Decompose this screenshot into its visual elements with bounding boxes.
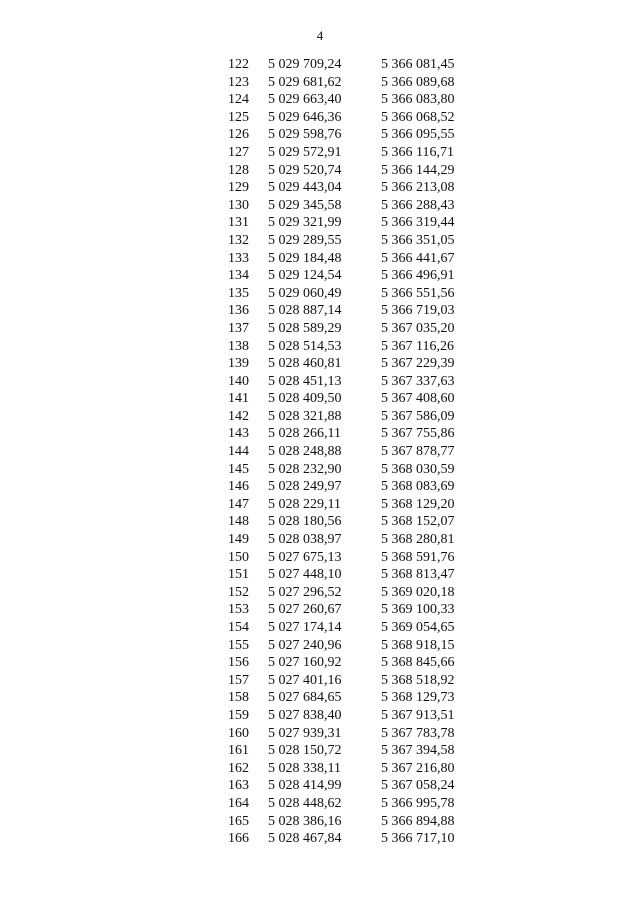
point-number-cell: 136 xyxy=(228,303,249,319)
x-coordinate-cell: 5 027 296,52 xyxy=(268,584,342,600)
table-row xyxy=(228,179,455,197)
table-row xyxy=(228,250,455,268)
y-coordinate-cell: 5 366 089,68 xyxy=(381,74,455,90)
y-coordinate-cell: 5 368 083,69 xyxy=(381,479,455,495)
point-number-cell: 135 xyxy=(228,285,249,301)
x-coordinate-cell: 5 029 443,04 xyxy=(268,180,342,196)
y-coordinate-cell: 5 368 918,15 xyxy=(381,637,455,653)
table-row xyxy=(228,443,455,461)
table-row xyxy=(228,74,455,92)
table-row xyxy=(228,56,455,74)
x-coordinate-cell: 5 028 180,56 xyxy=(268,514,342,530)
point-number-cell: 143 xyxy=(228,426,249,442)
x-coordinate-cell: 5 029 646,36 xyxy=(268,109,342,125)
y-coordinate-cell: 5 367 035,20 xyxy=(381,320,455,336)
x-coordinate-cell: 5 028 321,88 xyxy=(268,408,342,424)
point-number-cell: 131 xyxy=(228,215,249,231)
table-row xyxy=(228,601,455,619)
table-row xyxy=(228,373,455,391)
x-coordinate-cell: 5 028 248,88 xyxy=(268,444,342,460)
table-row xyxy=(228,531,455,549)
point-number-cell: 124 xyxy=(228,92,249,108)
x-coordinate-cell: 5 029 345,58 xyxy=(268,197,342,213)
x-coordinate-cell: 5 029 060,49 xyxy=(268,285,342,301)
y-coordinate-cell: 5 367 216,80 xyxy=(381,760,455,776)
table-row xyxy=(228,232,455,250)
table-row xyxy=(228,619,455,637)
y-coordinate-cell: 5 366 319,44 xyxy=(381,215,455,231)
x-coordinate-cell: 5 029 663,40 xyxy=(268,92,342,108)
y-coordinate-cell: 5 367 394,58 xyxy=(381,743,455,759)
point-number-cell: 123 xyxy=(228,74,249,90)
y-coordinate-cell: 5 368 152,07 xyxy=(381,514,455,530)
table-row xyxy=(228,285,455,303)
table-row xyxy=(228,461,455,479)
point-number-cell: 147 xyxy=(228,496,249,512)
y-coordinate-cell: 5 366 551,56 xyxy=(381,285,455,301)
table-row xyxy=(228,126,455,144)
x-coordinate-cell: 5 028 338,11 xyxy=(268,760,341,776)
x-coordinate-cell: 5 029 681,62 xyxy=(268,74,342,90)
point-number-cell: 152 xyxy=(228,584,249,600)
table-row xyxy=(228,478,455,496)
point-number-cell: 154 xyxy=(228,620,249,635)
table-row xyxy=(228,408,455,426)
point-number-cell: 139 xyxy=(228,356,249,372)
y-coordinate-cell: 5 366 894,88 xyxy=(381,813,455,829)
table-row xyxy=(228,302,455,320)
table-row xyxy=(228,760,455,778)
point-number-cell: 156 xyxy=(228,655,249,671)
table-row xyxy=(228,584,455,602)
point-number-cell: 161 xyxy=(228,743,249,759)
point-number-cell: 163 xyxy=(228,778,249,794)
y-coordinate-cell: 5 366 717,10 xyxy=(381,831,455,847)
x-coordinate-cell: 5 029 709,24 xyxy=(268,57,342,72)
point-number-cell: 158 xyxy=(228,690,249,706)
x-coordinate-cell: 5 027 675,13 xyxy=(268,549,342,565)
point-number-cell: 142 xyxy=(228,408,249,424)
x-coordinate-cell: 5 028 229,11 xyxy=(268,496,341,512)
y-coordinate-cell: 5 367 229,39 xyxy=(381,356,455,372)
y-coordinate-cell: 5 367 783,78 xyxy=(381,725,455,741)
y-coordinate-cell: 5 368 591,76 xyxy=(381,549,455,565)
x-coordinate-cell: 5 028 460,81 xyxy=(268,356,342,372)
x-coordinate-cell: 5 028 467,84 xyxy=(268,831,342,847)
y-coordinate-cell: 5 367 058,24 xyxy=(381,778,455,794)
table-row xyxy=(228,549,455,567)
table-row xyxy=(228,109,455,127)
y-coordinate-cell: 5 368 280,81 xyxy=(381,532,455,548)
y-coordinate-cell: 5 369 054,65 xyxy=(381,620,455,635)
point-number-cell: 159 xyxy=(228,707,249,723)
point-number-cell: 132 xyxy=(228,232,249,248)
x-coordinate-cell: 5 027 174,14 xyxy=(268,620,342,635)
x-coordinate-cell: 5 027 838,40 xyxy=(268,707,342,723)
x-coordinate-cell: 5 029 572,91 xyxy=(268,144,342,160)
y-coordinate-cell: 5 367 755,86 xyxy=(381,426,455,442)
point-number-cell: 164 xyxy=(228,795,249,811)
x-coordinate-cell: 5 028 451,13 xyxy=(268,373,342,389)
point-number-cell: 162 xyxy=(228,760,249,776)
point-number-cell: 150 xyxy=(228,549,249,565)
x-coordinate-cell: 5 029 598,76 xyxy=(268,127,342,143)
y-coordinate-cell: 5 369 100,33 xyxy=(381,602,455,618)
table-row xyxy=(228,795,455,813)
x-coordinate-cell: 5 029 520,74 xyxy=(268,162,342,178)
table-row xyxy=(228,672,455,690)
table-row xyxy=(228,496,455,514)
y-coordinate-cell: 5 366 083,80 xyxy=(381,92,455,108)
table-row xyxy=(228,355,455,373)
y-coordinate-cell: 5 368 129,73 xyxy=(381,690,455,706)
x-coordinate-cell: 5 027 160,92 xyxy=(268,655,342,671)
table-row xyxy=(228,214,455,232)
x-coordinate-cell: 5 028 409,50 xyxy=(268,391,342,407)
point-number-cell: 165 xyxy=(228,813,249,829)
point-number-cell: 155 xyxy=(228,637,249,653)
point-number-cell: 127 xyxy=(228,144,249,160)
x-coordinate-cell: 5 027 939,31 xyxy=(268,725,342,741)
point-number-cell: 149 xyxy=(228,532,249,548)
x-coordinate-cell: 5 028 038,97 xyxy=(268,532,342,548)
point-number-cell: 133 xyxy=(228,250,249,266)
x-coordinate-cell: 5 027 448,10 xyxy=(268,567,342,583)
table-row xyxy=(228,91,455,109)
table-row xyxy=(228,689,455,707)
table-row xyxy=(228,144,455,162)
table-row xyxy=(228,338,455,356)
point-number-cell: 153 xyxy=(228,602,249,618)
y-coordinate-cell: 5 366 719,03 xyxy=(381,303,455,319)
table-row xyxy=(228,830,455,848)
point-number-cell: 128 xyxy=(228,162,249,178)
y-coordinate-cell: 5 366 068,52 xyxy=(381,109,455,125)
y-coordinate-cell: 5 369 020,18 xyxy=(381,584,455,600)
table-row xyxy=(228,654,455,672)
table-row xyxy=(228,425,455,443)
y-coordinate-cell: 5 366 351,05 xyxy=(381,232,455,248)
x-coordinate-cell: 5 028 589,29 xyxy=(268,320,342,336)
point-number-cell: 166 xyxy=(228,831,249,847)
point-number-cell: 129 xyxy=(228,180,249,196)
y-coordinate-cell: 5 367 878,77 xyxy=(381,444,455,460)
x-coordinate-cell: 5 027 260,67 xyxy=(268,602,342,618)
y-coordinate-cell: 5 367 408,60 xyxy=(381,391,455,407)
x-coordinate-cell: 5 028 514,53 xyxy=(268,338,342,354)
x-coordinate-cell: 5 028 414,99 xyxy=(268,778,342,794)
y-coordinate-cell: 5 366 288,43 xyxy=(381,197,455,213)
point-number-cell: 148 xyxy=(228,514,249,530)
point-number-cell: 141 xyxy=(228,391,249,407)
y-coordinate-cell: 5 368 518,92 xyxy=(381,672,455,688)
point-number-cell: 125 xyxy=(228,109,249,125)
table-row xyxy=(228,707,455,725)
table-row xyxy=(228,267,455,285)
table-row xyxy=(228,162,455,180)
table-row xyxy=(228,725,455,743)
y-coordinate-cell: 5 368 845,66 xyxy=(381,655,455,671)
table-row xyxy=(228,390,455,408)
x-coordinate-cell: 5 028 150,72 xyxy=(268,743,342,759)
x-coordinate-cell: 5 028 386,16 xyxy=(268,813,342,829)
y-coordinate-cell: 5 367 337,63 xyxy=(381,373,455,389)
coordinates-table xyxy=(228,56,455,848)
table-row xyxy=(228,813,455,831)
x-coordinate-cell: 5 028 249,97 xyxy=(268,479,342,495)
point-number-cell: 157 xyxy=(228,672,249,688)
point-number-cell: 146 xyxy=(228,479,249,495)
point-number-cell: 122 xyxy=(228,57,249,72)
y-coordinate-cell: 5 367 913,51 xyxy=(381,707,455,723)
point-number-cell: 144 xyxy=(228,444,249,460)
y-coordinate-cell: 5 366 496,91 xyxy=(381,268,455,284)
y-coordinate-cell: 5 368 129,20 xyxy=(381,496,455,512)
point-number-cell: 137 xyxy=(228,320,249,336)
page-number: 4 xyxy=(316,28,324,43)
table-row xyxy=(228,513,455,531)
x-coordinate-cell: 5 029 184,48 xyxy=(268,250,342,266)
point-number-cell: 138 xyxy=(228,338,249,354)
point-number-cell: 130 xyxy=(228,197,249,213)
x-coordinate-cell: 5 027 401,16 xyxy=(268,672,342,688)
y-coordinate-cell: 5 367 586,09 xyxy=(381,408,455,424)
point-number-cell: 126 xyxy=(228,127,249,143)
x-coordinate-cell: 5 029 124,54 xyxy=(268,268,342,284)
y-coordinate-cell: 5 366 441,67 xyxy=(381,250,455,266)
y-coordinate-cell: 5 366 081,45 xyxy=(381,57,455,72)
x-coordinate-cell: 5 028 232,90 xyxy=(268,461,342,477)
y-coordinate-cell: 5 366 116,71 xyxy=(381,144,454,160)
y-coordinate-cell: 5 366 995,78 xyxy=(381,795,455,811)
x-coordinate-cell: 5 029 289,55 xyxy=(268,232,342,248)
x-coordinate-cell: 5 028 887,14 xyxy=(268,303,342,319)
point-number-cell: 134 xyxy=(228,268,249,284)
y-coordinate-cell: 5 367 116,26 xyxy=(381,338,454,354)
point-number-cell: 160 xyxy=(228,725,249,741)
point-number-cell: 145 xyxy=(228,461,249,477)
x-coordinate-cell: 5 027 684,65 xyxy=(268,690,342,706)
table-row xyxy=(228,777,455,795)
x-coordinate-cell: 5 029 321,99 xyxy=(268,215,342,231)
y-coordinate-cell: 5 366 213,08 xyxy=(381,180,455,196)
x-coordinate-cell: 5 028 266,11 xyxy=(268,426,341,442)
table-row xyxy=(228,637,455,655)
x-coordinate-cell: 5 027 240,96 xyxy=(268,637,342,653)
y-coordinate-cell: 5 366 144,29 xyxy=(381,162,455,178)
table-row xyxy=(228,197,455,215)
table-row xyxy=(228,742,455,760)
y-coordinate-cell: 5 368 813,47 xyxy=(381,567,455,583)
x-coordinate-cell: 5 028 448,62 xyxy=(268,795,342,811)
table-row xyxy=(228,566,455,584)
point-number-cell: 140 xyxy=(228,373,249,389)
table-row xyxy=(228,320,455,338)
y-coordinate-cell: 5 368 030,59 xyxy=(381,461,455,477)
point-number-cell: 151 xyxy=(228,567,249,583)
coordinates-table-body xyxy=(228,56,455,848)
y-coordinate-cell: 5 366 095,55 xyxy=(381,127,455,143)
